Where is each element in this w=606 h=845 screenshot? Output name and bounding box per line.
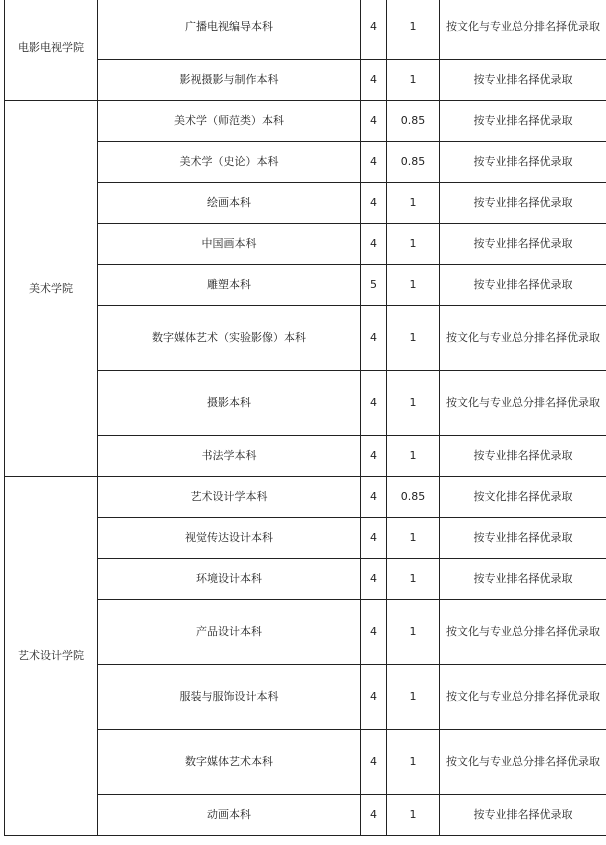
admission-rule: 按专业排名择优录取 (440, 60, 606, 101)
coefficient: 0.85 (387, 101, 440, 142)
years: 4 (361, 101, 387, 142)
major-name: 绘画本科 (98, 183, 361, 224)
major-name: 数字媒体艺术本科 (98, 730, 361, 795)
years: 4 (361, 600, 387, 665)
major-name: 视觉传达设计本科 (98, 518, 361, 559)
admission-rule: 按专业排名择优录取 (440, 436, 606, 477)
coefficient: 0.85 (387, 142, 440, 183)
coefficient: 1 (387, 183, 440, 224)
years: 4 (361, 0, 387, 60)
college-name: 艺术设计学院 (5, 477, 98, 836)
coefficient: 1 (387, 265, 440, 306)
years: 4 (361, 665, 387, 730)
years: 4 (361, 183, 387, 224)
major-name: 数字媒体艺术（实验影像）本科 (98, 306, 361, 371)
coefficient: 1 (387, 436, 440, 477)
major-name: 中国画本科 (98, 224, 361, 265)
coefficient: 1 (387, 224, 440, 265)
admission-rule: 按文化与专业总分排名择优录取 (440, 600, 606, 665)
admissions-table (4, 0, 606, 836)
major-name: 艺术设计学本科 (98, 477, 361, 518)
coefficient: 1 (387, 730, 440, 795)
years: 4 (361, 224, 387, 265)
coefficient: 0.85 (387, 477, 440, 518)
admission-rule: 按专业排名择优录取 (440, 183, 606, 224)
admission-rule: 按专业排名择优录取 (440, 265, 606, 306)
years: 4 (361, 518, 387, 559)
coefficient: 1 (387, 559, 440, 600)
years: 4 (361, 795, 387, 836)
years: 4 (361, 142, 387, 183)
coefficient: 1 (387, 795, 440, 836)
major-name: 环境设计本科 (98, 559, 361, 600)
coefficient: 1 (387, 600, 440, 665)
major-name: 影视摄影与制作本科 (98, 60, 361, 101)
coefficient: 1 (387, 371, 440, 436)
admission-rule: 按文化与专业总分排名择优录取 (440, 665, 606, 730)
years: 4 (361, 477, 387, 518)
major-name: 广播电视编导本科 (98, 0, 361, 60)
admission-rule: 按专业排名择优录取 (440, 795, 606, 836)
years: 4 (361, 371, 387, 436)
admission-rule: 按专业排名择优录取 (440, 101, 606, 142)
admission-rule: 按文化与专业总分排名择优录取 (440, 730, 606, 795)
admission-rule: 按文化排名择优录取 (440, 477, 606, 518)
years: 4 (361, 730, 387, 795)
years: 5 (361, 265, 387, 306)
major-name: 动画本科 (98, 795, 361, 836)
admission-rule: 按文化与专业总分排名择优录取 (440, 371, 606, 436)
coefficient: 1 (387, 306, 440, 371)
admission-rule: 按专业排名择优录取 (440, 142, 606, 183)
years: 4 (361, 559, 387, 600)
admission-rule: 按文化与专业总分排名择优录取 (440, 306, 606, 371)
years: 4 (361, 60, 387, 101)
admission-rule: 按文化与专业总分排名择优录取 (440, 0, 606, 60)
coefficient: 1 (387, 0, 440, 60)
years: 4 (361, 436, 387, 477)
major-name: 书法学本科 (98, 436, 361, 477)
table-row (5, 0, 606, 60)
admission-rule: 按专业排名择优录取 (440, 559, 606, 600)
major-name: 雕塑本科 (98, 265, 361, 306)
major-name: 美术学（师范类）本科 (98, 101, 361, 142)
years: 4 (361, 306, 387, 371)
admission-rule: 按专业排名择优录取 (440, 518, 606, 559)
major-name: 产品设计本科 (98, 600, 361, 665)
major-name: 服装与服饰设计本科 (98, 665, 361, 730)
major-name: 美术学（史论）本科 (98, 142, 361, 183)
admission-rule: 按专业排名择优录取 (440, 224, 606, 265)
coefficient: 1 (387, 60, 440, 101)
major-name: 摄影本科 (98, 371, 361, 436)
coefficient: 1 (387, 518, 440, 559)
table-row (5, 477, 606, 518)
coefficient: 1 (387, 665, 440, 730)
college-name: 美术学院 (5, 101, 98, 477)
college-name: 电影电视学院 (5, 0, 98, 101)
table-row (5, 101, 606, 142)
